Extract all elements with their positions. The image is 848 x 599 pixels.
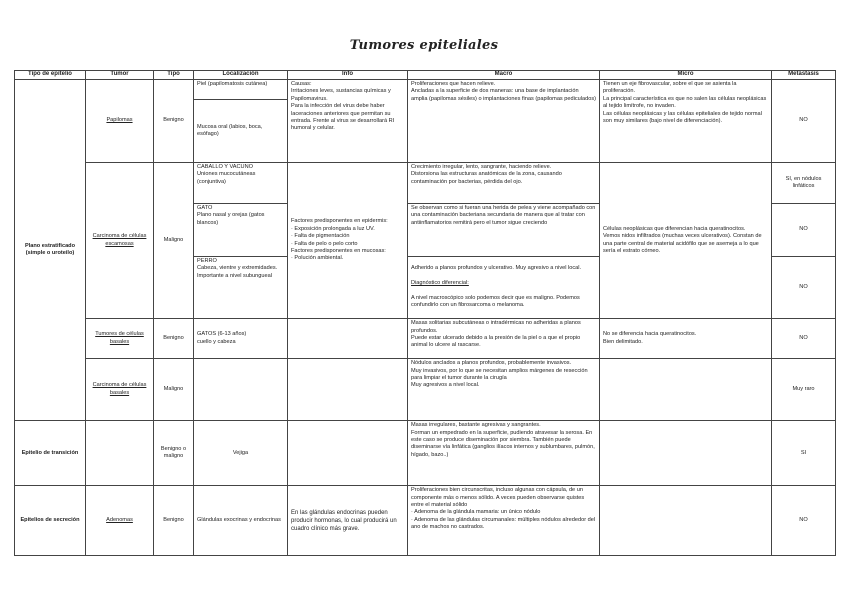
table-row: [15, 421, 836, 486]
tipo-cell: Benigno: [154, 319, 194, 359]
metastasis-cell: NO: [772, 204, 836, 257]
localizacion-cell: GATO Plano nasal y orejas (gatos blancos): [194, 204, 288, 257]
info-cell: Factores predisponentes en epidermis: · Exposición prolongada a luz UV. · Falta de pigmentación · Falta de pelo o pelo corto Factores predisponentes en mucosas: · Polución ambiental.: [288, 163, 408, 319]
localizacion-cell: Piel (papilomatosis cutánea): [194, 80, 288, 100]
localizacion-cell: Vejiga: [194, 421, 288, 486]
header-cell: Info: [288, 71, 408, 80]
macro-text: A nivel macroscópico solo podemos decir que es maligno. Podemos confundirlo con un fibrosarcoma o melanoma.: [411, 295, 580, 309]
header-cell: Tipo: [154, 71, 194, 80]
macro-cell: Masas irregulares, bastante agresivas y sangrantes. Forman un empedrado en la superficie, pudiendo atravesar la serosa. En este caso se produce diseminación por siembra. También puede diseminarse vía linfática (ganglios ilíacos internos y sublumbares, pulmón, hígado, bazo..): [408, 421, 600, 486]
info-cell: [288, 319, 408, 359]
macro-cell: Crecimiento irregular, lento, sangrante, haciendo relieve. Distorsiona las estructuras anatómicas de la zona, causando contaminación por bacterias, pérdida del ojo.: [408, 163, 600, 204]
tipo-cell: Benigno: [154, 80, 194, 163]
tumor-cell: Papilomas: [86, 80, 154, 163]
metastasis-cell: NO: [772, 486, 836, 556]
macro-cell: [408, 257, 600, 319]
micro-cell: [600, 359, 772, 421]
info-cell: [288, 359, 408, 421]
tumors-table: [14, 70, 836, 556]
tumor-cell: [86, 421, 154, 486]
tumor-cell: Carcinoma de células basales: [86, 359, 154, 421]
header-cell: Tipo de epitelio: [15, 71, 86, 80]
localizacion-cell: [194, 359, 288, 421]
header-cell: Metástasis: [772, 71, 836, 80]
micro-cell: Tienen un eje fibrovascular, sobre el que se asienta la proliferación. La principal característica es que no salen las células neoplásicas al tejido limítrofe, no invaden. Las células neoplásicas y las células epiteliales de tejido normal son muy similares (bajo nivel de diferenciación).: [600, 80, 772, 163]
tipo-cell: Benigno: [154, 486, 194, 556]
tipo-cell: Maligno: [154, 359, 194, 421]
header-cell: Localización: [194, 71, 288, 80]
macro-cell: Nódulos anclados a planos profundos, probablemente invasivos. Muy invasivos, por lo que se necesitan amplios márgenes de resección para limpiar el tumor durante la cirugía Muy agresivos a nivel local.: [408, 359, 600, 421]
info-cell: Causas: Irritaciones leves, sustancias químicas y Papilomavirus. Para la infección del virus debe haber laceraciones anteriores que permitan su entrada. Frente al virus se desarrollará RI humoral y celular.: [288, 80, 408, 163]
diagnostico-label: Diagnóstico diferencial:: [411, 280, 469, 287]
micro-cell: [600, 486, 772, 556]
epitelio-cell: Epitelios de secreción: [15, 486, 86, 556]
header-cell: Tumor: [86, 71, 154, 80]
metastasis-cell: Muy raro: [772, 359, 836, 421]
localizacion-cell: GATOS (6-13 años) cuello y cabeza: [194, 319, 288, 359]
micro-cell: No se diferencia hacia queratinocitos. Bien delimitado.: [600, 319, 772, 359]
metastasis-cell: NO: [772, 257, 836, 319]
localizacion-cell: Glándulas exocrinas y endocrinas: [194, 486, 288, 556]
localizacion-cell: PERRO Cabeza, vientre y extremidades. Importante a nivel subungueal: [194, 257, 288, 319]
macro-cell: Proliferaciones que hacen relieve. Ancladas a la superficie de dos maneras: una base de implantación amplia (papilomas sésiles) o implantaciones finas (papilomas pediculados): [408, 80, 600, 163]
tumor-cell: Adenomas: [86, 486, 154, 556]
metastasis-cell: SI, en nódulos linfáticos: [772, 163, 836, 204]
table-row: [15, 163, 836, 204]
macro-cell: Se observan como si fueran una herida de pelea y viene acompañado con una contaminación bacteriana secundaria de manera que al tratar con antiinflamatorios remitirá pero el tumor sigue creciendo: [408, 204, 600, 257]
tumor-cell: Carcinoma de células escamosas: [86, 163, 154, 319]
header-row: [15, 71, 836, 80]
metastasis-cell: NO: [772, 319, 836, 359]
tumor-cell: Tumores de células basales: [86, 319, 154, 359]
page-title: Tumores epiteliales: [349, 38, 499, 53]
epitelio-cell: Plano estratificado (simple o uroteilo): [15, 80, 86, 421]
table-row: [15, 80, 836, 100]
macro-cell: Proliferaciones bien circunscritas, incluso algunas con cápsula, de un componente más o menos sólido. A veces pueden observarse quistes entre el material sólido · Adenoma de la glándula mamaria: un único nódulo · Adenoma de las glándulas circumanales: múltiples nódulos alrededor del ano de machos no castrados.: [408, 486, 600, 556]
metastasis-cell: SI: [772, 421, 836, 486]
tipo-cell: Maligno: [154, 163, 194, 319]
header-cell: Macro: [408, 71, 600, 80]
epitelio-cell: Epitelio de transición: [15, 421, 86, 486]
info-cell: En las glándulas endocrinas pueden producir hormonas, lo cual producirá un cuadro clínico más grave.: [288, 486, 408, 556]
micro-cell: Células neoplásicas que diferencian hacia queratinocitos. Vemos nidos infiltrados (muchas veces ulcerativos). Constan de una parte central de material acidófilo que se asemeja a lo que sería el estrato córneo.: [600, 163, 772, 319]
metastasis-cell: NO: [772, 80, 836, 163]
macro-text: Adherido a planos profundos y ulcerativo. Muy agresivo a nivel local.: [411, 265, 582, 272]
table-row: [15, 486, 836, 556]
localizacion-cell: Mucosa oral (labios, boca, esófago): [194, 100, 288, 163]
localizacion-cell: CABALLO Y VACUNO Uniones mucocutáneas (conjuntiva): [194, 163, 288, 204]
table-row: [15, 319, 836, 359]
tipo-cell: Benigno o maligno: [154, 421, 194, 486]
info-cell: [288, 421, 408, 486]
table-row: [15, 359, 836, 421]
header-cell: Micro: [600, 71, 772, 80]
micro-cell: [600, 421, 772, 486]
macro-cell: Masas solitarias subcutáneas o intradérmicas no adheridas a planos profundos. Puede estar ulcerado debido a la presión de la piel o a que el propio animal lo ulcere al rascarse.: [408, 319, 600, 359]
